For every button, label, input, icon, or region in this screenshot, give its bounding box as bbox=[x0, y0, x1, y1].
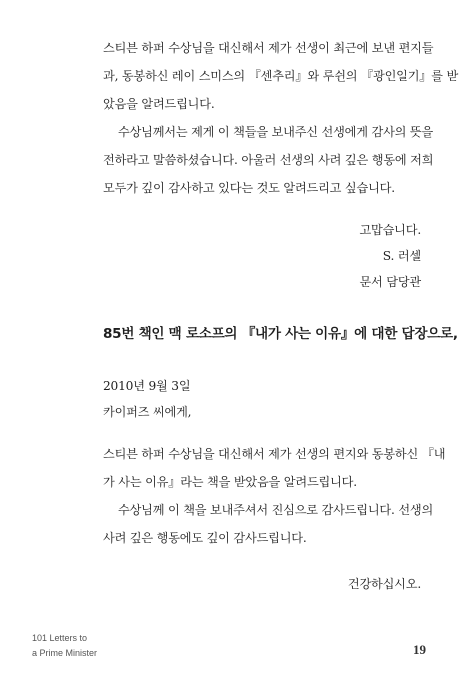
letter2-closing: 건강하십시오. bbox=[347, 577, 421, 591]
letter2-paragraph2-line2: 사려 깊은 행동에도 깊이 감사드립니다. bbox=[103, 531, 307, 545]
page-number: 19 bbox=[413, 642, 426, 657]
letter1-signer: S. 러셀 bbox=[382, 249, 421, 263]
letter1-paragraph1-line3: 았음을 알려드립니다. bbox=[103, 97, 215, 111]
letter1-closing: 고맙습니다. bbox=[359, 223, 421, 237]
footer-book-title-line2: a Prime Minister bbox=[32, 648, 98, 658]
letter2-paragraph1-line1: 스티븐 하퍼 수상님을 대신해서 제가 선생의 편지와 동봉하신 『내 bbox=[103, 447, 446, 461]
letter2-salutation: 카이퍼즈 씨에게, bbox=[103, 405, 192, 419]
letter2-date: 2010년 9월 3일 bbox=[103, 379, 191, 393]
letter1-paragraph2-line1: 수상님께서는 제게 이 책들을 보내주신 선생에게 감사의 뜻을 bbox=[118, 125, 434, 139]
letter1-paragraph2-line2: 전하라고 말씀하셨습니다. 아울러 선생의 사려 깊은 행동에 저희 bbox=[103, 153, 434, 167]
letter2-paragraph1-line2: 가 사는 이유』라는 책을 받았음을 알려드립니다. bbox=[103, 475, 357, 489]
letter2-paragraph2-line1: 수상님께 이 책을 보내주셔서 진심으로 감사드립니다. 선생의 bbox=[118, 503, 434, 517]
footer-book-title-line1: 101 Letters to bbox=[32, 633, 88, 643]
letter1-paragraph1-line1: 스티븐 하퍼 수상님을 대신해서 제가 선생이 최근에 보낸 편지들 bbox=[103, 41, 434, 55]
letter1-paragraph2-line3: 모두가 깊이 감사하고 있다는 것도 알려드리고 싶습니다. bbox=[103, 181, 395, 195]
letter1-signer-title: 문서 담당관 bbox=[359, 275, 421, 289]
letter1-paragraph1-line2: 과, 동봉하신 레이 스미스의 『센추리』와 루쉰의 『광인일기』를 받 bbox=[103, 69, 459, 83]
section-heading: 85번 책인 맥 로소프의 『내가 사는 이유』에 대한 답장으로, bbox=[103, 326, 458, 342]
